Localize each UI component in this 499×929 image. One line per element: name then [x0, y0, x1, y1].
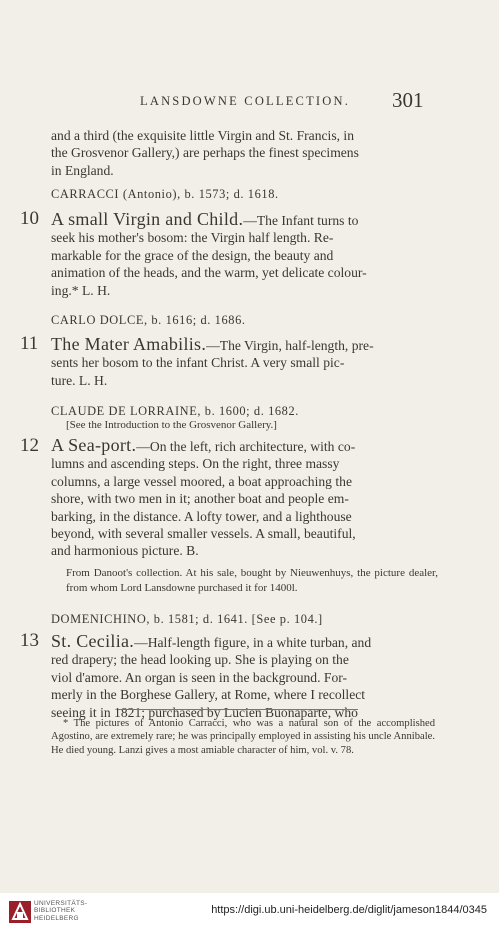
- library-name-line: BIBLIOTHEK: [34, 907, 76, 915]
- entry-number: 10: [20, 208, 39, 229]
- running-title: LANSDOWNE COLLECTION.: [140, 94, 351, 108]
- entry-line: barking, in the distance. A lofty tower, and a lighthouse: [51, 508, 352, 524]
- entry-number: 12: [20, 435, 39, 456]
- entry-line: shore, with two men in it; another boat and people em-: [51, 491, 349, 507]
- entry-line: —Half-length figure, in a white turban, and: [134, 635, 372, 650]
- provenance-note: From Danoot's collection. At his sale, bought by Nieuwenhuys, the picture dealer, from whom Lord Lansdowne purchased it for 1400l.: [66, 567, 438, 594]
- entry-text: [51, 633, 431, 721]
- artist-note: [See the Introduction to the Grosvenor Gallery.]: [66, 419, 277, 431]
- entry-line: red drapery; the head looking up. She is playing on the: [51, 652, 349, 668]
- entry-line: beyond, with several smaller vessels. A small, beautiful,: [51, 526, 356, 542]
- entry-text: [51, 211, 431, 299]
- intro-line: in England.: [51, 162, 114, 178]
- entry-line: ing.* L. H.: [51, 282, 111, 298]
- entry-line: ture. L. H.: [51, 372, 108, 388]
- intro-paragraph: [51, 127, 431, 179]
- entry-line: seeing it in 1821; purchased by Lucien Buonaparte, who: [51, 704, 358, 720]
- artist-heading: CARLO DOLCE, b. 1616; d. 1686.: [51, 313, 246, 327]
- artist-heading: [51, 404, 441, 419]
- artist-name: DOMENICHINO, b. 1581; d. 1641.: [51, 612, 248, 626]
- intro-line: the Grosvenor Gallery,) are perhaps the finest specimens: [51, 145, 359, 161]
- library-name-line: UNIVERSITÄTS-: [34, 900, 88, 907]
- artist-heading: [51, 612, 441, 627]
- viewer-footer: [0, 893, 499, 929]
- artist-name: CLAUDE DE LORRAINE, b. 1600; d. 1682.: [51, 404, 299, 418]
- entry-text: [51, 437, 431, 560]
- entry-title: St. Cecilia.: [51, 631, 135, 651]
- entry-line: lumns and ascending steps. On the right, three massy: [51, 456, 340, 472]
- artist-note: [See p. 104.]: [251, 612, 323, 626]
- entry-line: animation of the heads, and the warm, yet delicate colour-: [51, 265, 367, 281]
- entry-line: —The Virgin, half-length, pre-: [206, 338, 374, 353]
- library-logo-icon: [8, 899, 32, 925]
- entry-line: columns, a large vessel moored, a boat approaching the: [51, 473, 352, 489]
- entry-number: 13: [20, 630, 39, 651]
- entry-line: —The Infant turns to: [243, 213, 359, 228]
- entry-text: [51, 336, 431, 389]
- intro-line: and a third (the exquisite little Virgin and St. Francis, in: [51, 128, 354, 143]
- library-name-line: HEIDELBERG: [34, 914, 79, 922]
- entry-line: —On the left, rich architecture, with co-: [136, 439, 356, 454]
- artist-heading: CARRACCI (Antonio), b. 1573; d. 1618.: [51, 187, 279, 201]
- entry-line: seek his mother's bosom: the Virgin half length. Re-: [51, 230, 334, 246]
- entry-line: viol d'amore. An organ is seen in the background. For-: [51, 669, 348, 685]
- entry-number: 11: [20, 333, 39, 354]
- entry-line: merly in the Borghese Gallery, at Rome, where I recollect: [51, 687, 366, 703]
- footnote-divider: [118, 709, 358, 710]
- entry-title: A Sea-port.: [51, 435, 137, 455]
- page-number: 301: [392, 88, 424, 112]
- entry-line: and harmonious picture. B.: [51, 543, 199, 559]
- permalink-url[interactable]: https://digi.ub.uni-heidelberg.de/diglit/jameson1844/0345: [211, 904, 487, 916]
- entry-line: sents her bosom to the infant Christ. A very small pic-: [51, 355, 345, 371]
- entry-line: markable for the grace of the design, the beauty and: [51, 247, 334, 263]
- entry-title: A small Virgin and Child.: [51, 209, 244, 229]
- entry-title: The Mater Amabilis.: [51, 334, 207, 354]
- footnote: * The pictures of Antonio Carracci, who was a natural son of the accomplished Agostino, are extremely rare; he was principally employed in assisting his uncle Annibale. He died young. Lanzi gives a most amiable character of him, vol. v. 78.: [51, 718, 435, 756]
- library-name: [34, 900, 87, 922]
- running-head: [0, 88, 499, 118]
